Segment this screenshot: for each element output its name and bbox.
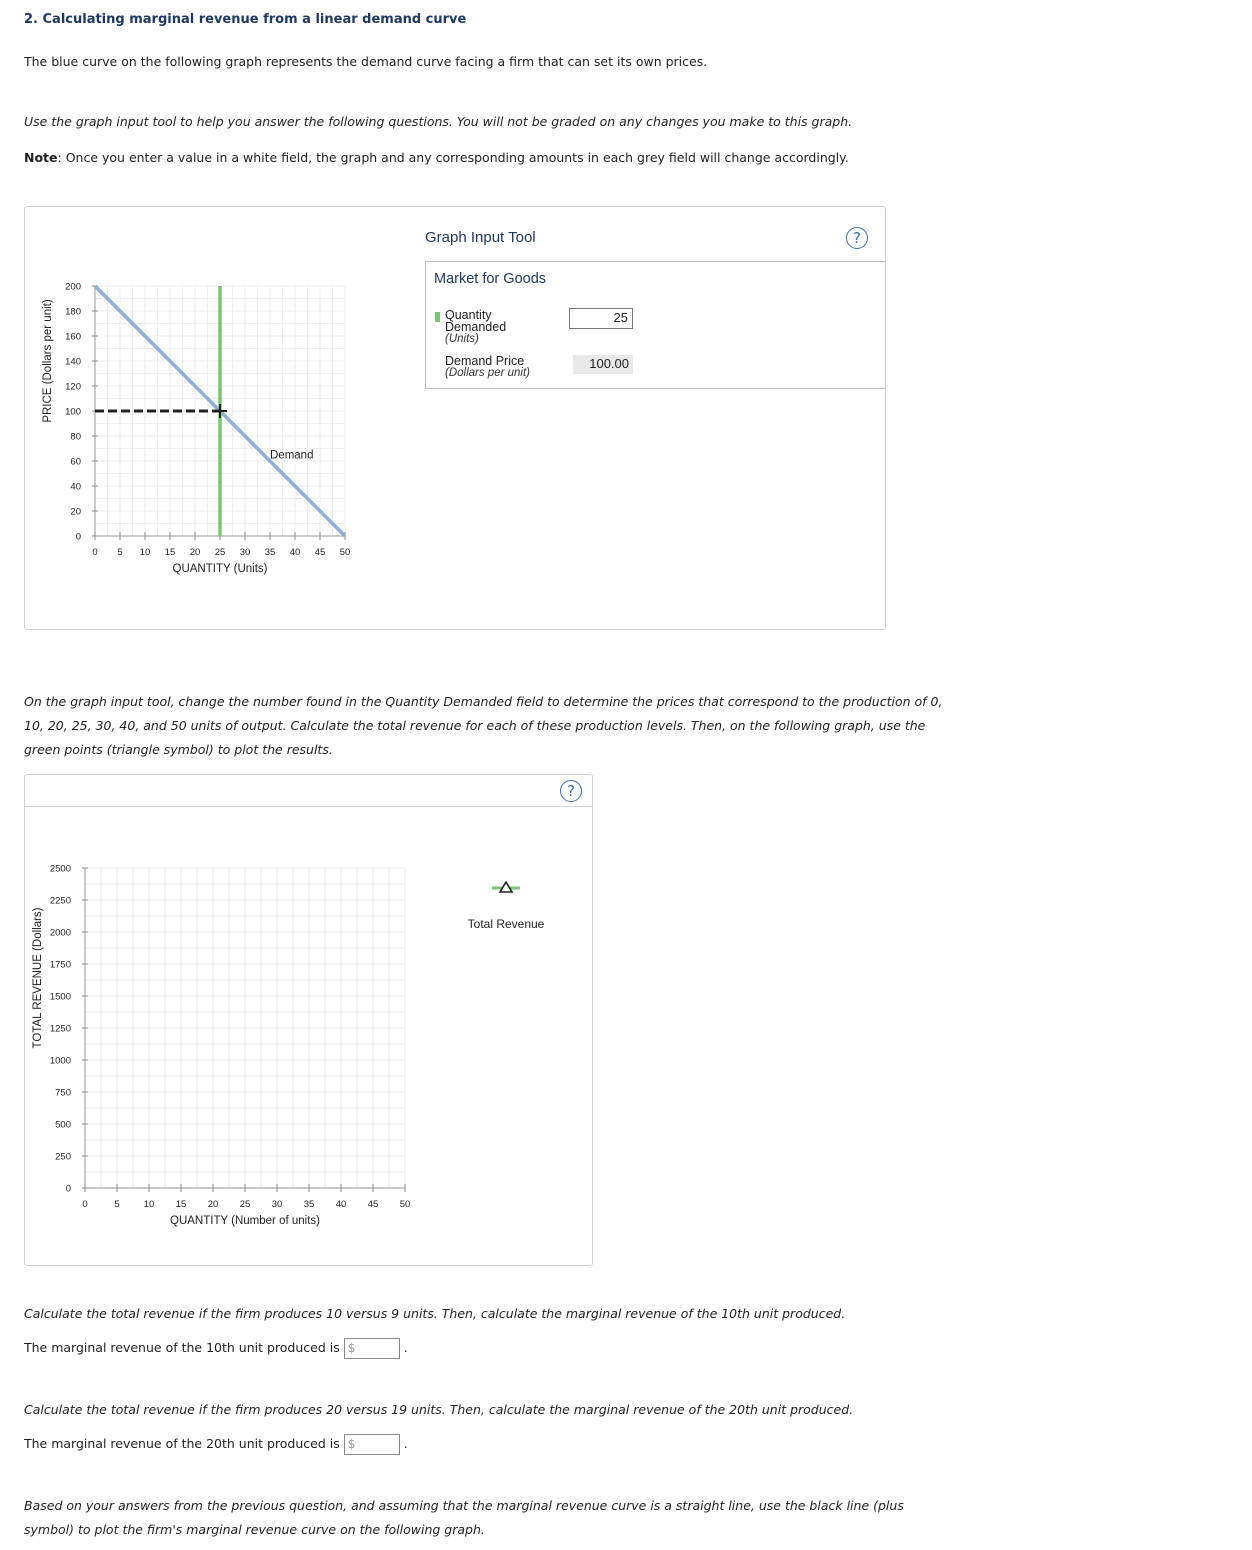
mr20-label: The marginal revenue of the 20th unit produced is [24,1436,340,1451]
y-tick-label: 750 [55,1087,71,1099]
mr20-row [24,1434,408,1455]
x-tick-label: 5 [114,1199,120,1210]
x-tick-label: 35 [264,547,276,558]
total-revenue-panel [24,774,593,1266]
market-for-goods-box [425,261,886,389]
x-tick-label: 30 [271,1199,283,1210]
y-tick-label: 2250 [49,895,71,907]
y-tick-label: 0 [65,1183,71,1195]
legend-label: Total Revenue [467,917,545,931]
page-title: 2. Calculating marginal revenue from a linear demand curve [24,12,467,27]
x-tick-label: 45 [367,1199,379,1210]
x-tick-label: 10 [139,547,151,558]
intro-text: The blue curve on the following graph represents the demand curve facing a firm that can set its own prices. [24,54,708,69]
period: . [403,1340,408,1355]
x-tick-label: 0 [92,547,98,558]
y-tick-label: 160 [65,331,81,343]
demand-chart[interactable] [25,207,425,607]
quantity-label-line1: Quantity [445,308,492,322]
x-tick-label: 40 [335,1199,347,1210]
y-tick-label: 140 [65,356,81,368]
quantity-demanded-input[interactable]: 25 [569,308,633,329]
note-label: Note [24,150,58,165]
x-tick-label: 25 [239,1199,251,1210]
y-tick-label: 200 [65,281,81,293]
question2-text: Calculate the total revenue if the firm produces 10 versus 9 units. Then, calculate the marginal revenue of the 10th unit produced. [24,1306,846,1321]
y-tick-label: 1500 [49,991,71,1003]
x-tick-label: 30 [239,547,251,558]
y-axis-label: PRICE (Dollars per unit) [42,299,54,423]
x-tick-label: 25 [214,547,226,558]
demand-curve-label: Demand [270,449,314,462]
y-tick-label: 1000 [49,1055,71,1067]
market-title: Market for Goods [434,271,547,287]
x-tick-label: 0 [82,1199,88,1210]
mr10-input[interactable] [344,1338,400,1359]
x-tick-label: 40 [289,547,301,558]
mr10-row [24,1338,408,1359]
x-tick-label: 20 [207,1199,219,1210]
note-body: : Once you enter a value in a white field, the graph and any corresponding amounts in each grey field will change accordingly. [57,150,849,165]
y-tick-label: 180 [65,306,81,318]
demand-price-value: 100.00 [573,355,633,374]
x-tick-label: 35 [303,1199,315,1210]
x-axis-label: QUANTITY (Number of units) [170,1215,320,1227]
x-tick-label: 10 [143,1199,155,1210]
x-tick-label: 20 [189,547,201,558]
quantity-units: (Units) [445,333,479,345]
demand-price-label [445,355,530,379]
mr20-input[interactable] [344,1434,400,1455]
period: . [403,1436,408,1451]
graph-input-tool-panel [24,206,886,630]
x-tick-label: 45 [314,547,326,558]
question3-text: Calculate the total revenue if the firm produces 20 versus 19 units. Then, calculate the marginal revenue of the 20th unit produced. [24,1402,854,1417]
y-tick-label: 40 [70,481,81,493]
y-tick-label: 0 [75,531,81,543]
x-tick-label: 15 [175,1199,187,1210]
mr10-label: The marginal revenue of the 10th unit produced is [24,1340,340,1355]
y-tick-label: 20 [70,506,81,518]
question1-text: On the graph input tool, change the number found in the Quantity Demanded field to determine the prices that correspond to the production of 0, 10, 20, 25, 30, 40, and 50 units of output. Calculate the total revenue for each of these production levels. Then, on the following graph, use the green points (triangle symbol) to plot the results. [24,694,943,757]
question4-text: Based on your answers from the previous question, and assuming that the marginal revenue curve is a straight line, use the black line (plus symbol) to plot the firm's marginal revenue curve on the following graph. [24,1498,904,1537]
x-axis-label: QUANTITY (Units) [172,563,268,575]
instruction-text: Use the graph input tool to help you answer the following questions. You will not be graded on any changes you make to this graph. [24,114,853,129]
y-axis-label: TOTAL REVENUE (Dollars) [32,907,44,1049]
y-tick-label: 2000 [49,927,71,939]
y-tick-label: 1750 [49,959,71,971]
demand-price-units: (Dollars per unit) [445,367,530,379]
help-icon[interactable]: ? [560,780,582,802]
y-tick-label: 60 [70,456,81,468]
y-tick-label: 250 [55,1151,71,1163]
x-tick-label: 5 [117,547,123,558]
y-tick-label: 100 [65,406,81,418]
graph-tool-title: Graph Input Tool [425,229,536,246]
quantity-label-line2: Demanded [445,320,507,334]
x-tick-label: 50 [339,547,351,558]
y-tick-label: 1250 [49,1023,71,1035]
y-tick-label: 120 [65,381,81,393]
note-text [24,150,849,165]
demand-price-label-text: Demand Price [445,354,525,368]
y-tick-label: 2500 [49,863,71,875]
quantity-demanded-label [445,309,506,345]
y-tick-label: 500 [55,1119,71,1131]
y-tick-label: 80 [70,431,81,443]
dollar-sign: $ [347,1341,356,1355]
x-tick-label: 15 [164,547,176,558]
quantity-color-swatch [435,312,440,322]
total-revenue-chart[interactable] [25,775,592,1265]
dollar-sign: $ [347,1437,356,1451]
help-icon[interactable]: ? [846,227,868,249]
x-tick-label: 50 [399,1199,411,1210]
